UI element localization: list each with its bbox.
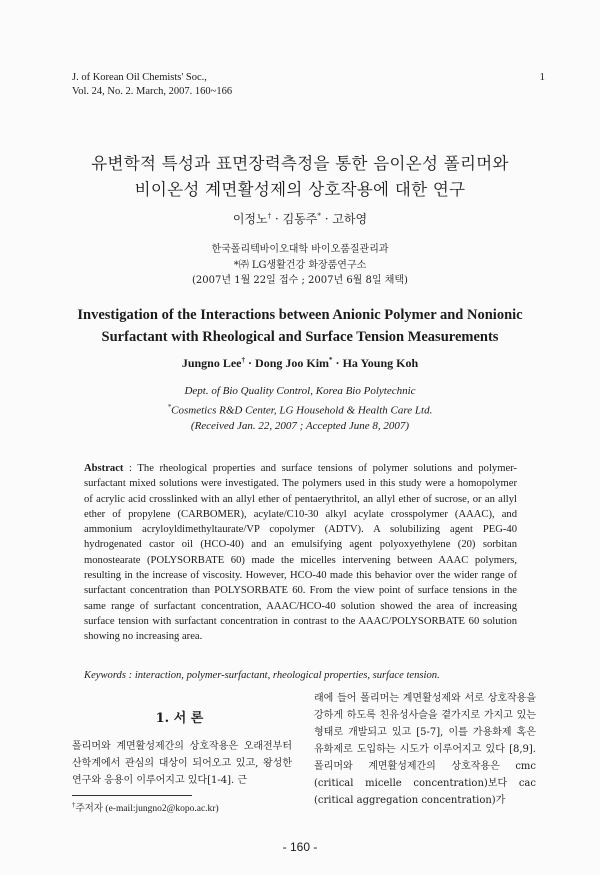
korean-title <box>40 151 560 203</box>
english-title-line-2: Surfactant with Rheological and Surface Tension Measurements <box>101 329 499 345</box>
author-ko-1: 이정노 <box>232 212 268 226</box>
author-separator: · <box>335 356 340 370</box>
korean-authors <box>0 210 600 227</box>
body-column-right: 래에 들어 폴리머는 계면활성제와 서로 상호작용을 강하게 하도록 친유성사슬을 곁가지로 가지고 있는 형태로 개발되고 있고 [5-7], 이를 가용화제 혹은 유화제로 도입하는 시도가 이루어지고 있다 [8,9]. 폴리머와 계면활성제간의 상호작용은 cmc (critical micelle concentration)보다 cac (critical aggregation concentration)가 <box>314 693 536 806</box>
body-column-left: 폴리머와 계면활성제간의 상호작용은 오래전부터 산학계에서 관심의 대상이 되어오고 있고, 왕성한 연구와 응용이 이루어지고 있다[1-4]. 근 <box>72 741 292 786</box>
keywords <box>84 670 524 681</box>
korean-title-line-2: 비이온성 계면활성제의 상호작용에 대한 연구 <box>134 180 466 199</box>
english-affiliation-2-text: Cosmetics R&D Center, LG Household & Health Care Ltd. <box>171 404 433 417</box>
author-en-1-mark: † <box>241 356 246 364</box>
keywords-text: interaction, polymer-surfactant, rheological properties, surface tension. <box>134 670 440 681</box>
author-ko-3: 고하영 <box>332 212 368 226</box>
author-en-2: Dong Joo Kim <box>255 356 330 370</box>
author-separator: · <box>274 212 279 226</box>
author-ko-2: 김동주 <box>282 212 318 226</box>
keywords-label: Keywords <box>84 670 126 681</box>
english-title <box>40 304 560 348</box>
english-received-dates: (Received Jan. 22, 2007 ; Accepted June 8, 2007) <box>190 419 410 432</box>
author-separator: · <box>324 212 329 226</box>
korean-received-dates: (2007년 1월 22일 접수 ; 2007년 6월 8일 채택) <box>192 275 408 286</box>
journal-line-2: Vol. 24, No. 2. March, 2007. 160~166 <box>72 86 233 97</box>
page-number-bottom: - 160 - <box>282 840 318 854</box>
korean-title-line-1: 유변학적 특성과 표면장력측정을 통한 음이온성 폴리머와 <box>91 154 509 173</box>
footnote-mark: † <box>72 800 76 809</box>
journal-line-1: J. of Korean Oil Chemists' Soc., <box>72 72 207 83</box>
korean-affiliation-1: 한국폴리텍바이오대학 바이오품질관리과 <box>211 244 389 255</box>
footnote <box>72 800 219 814</box>
english-affiliations <box>0 384 600 434</box>
page-number-top: 1 <box>539 71 545 83</box>
author-en-2-mark: * <box>329 356 333 364</box>
abstract <box>84 461 517 645</box>
abstract-text: The rheological properties and surface tensions of polymer solutions and polymer-surfactant mixed solutions were investigated. The polymers used in this study were a homopolymer of acrylic acid crosslinked with an allyl ether of pentaerythritol, an allyl ether of sucrose, or an allyl ether of propylene (CARBOMER), acylate/C10-30 alkyl acylate crosspolymer (AAAC), and ammonium acryloyldimethyltaurate/VP copolymer (ADTV). A solubilizing agent PEG-40 hydrogenated castor oil (HCO-40) and an emulsifying agent polyoxyethylene (20) sorbitan monostearate (POLYSORBATE 60) made the micelles intervening between AAAC polymers, resulting in the increase of viscosity. However, HCO-40 made this behavior over the wider range of surfactant concentration than POLYSORBATE 60. From the view point of surface tensions in the same range of surfactant concentration, AAAC/HCO-40 solution showed the area of increasing surface tension with surfactant concentration in contrast to the AAAC/POLYSORBATE 60 solution showing no increasing area. <box>84 463 517 643</box>
korean-affiliations <box>0 242 600 289</box>
english-title-line-1: Investigation of the Interactions between Anionic Polymer and Nonionic <box>77 307 523 323</box>
english-affiliation-1: Dept. of Bio Quality Control, Korea Bio Polytechnic <box>184 385 416 397</box>
journal-citation <box>72 71 232 99</box>
author-ko-2-mark: * <box>317 212 321 220</box>
author-en-3: Ha Young Koh <box>342 356 419 370</box>
korean-affiliation-2: *㈜ LG생활건강 화장품연구소 <box>233 259 367 271</box>
keywords-separator: : <box>125 670 135 681</box>
abstract-separator: : <box>123 463 138 474</box>
footnote-divider <box>72 795 192 796</box>
section-heading-introduction: 1. 서 론 <box>155 711 204 726</box>
footnote-text: 주저자 (e-mail:jungno2@kopo.ac.kr) <box>75 804 219 814</box>
english-authors <box>0 356 600 371</box>
affiliation-mark: * <box>167 402 172 411</box>
author-separator: · <box>248 356 253 370</box>
english-affiliation-2 <box>0 400 600 419</box>
author-ko-1-mark: † <box>267 212 272 220</box>
author-en-1: Jungno Lee <box>181 356 242 370</box>
abstract-label: Abstract <box>84 463 124 474</box>
